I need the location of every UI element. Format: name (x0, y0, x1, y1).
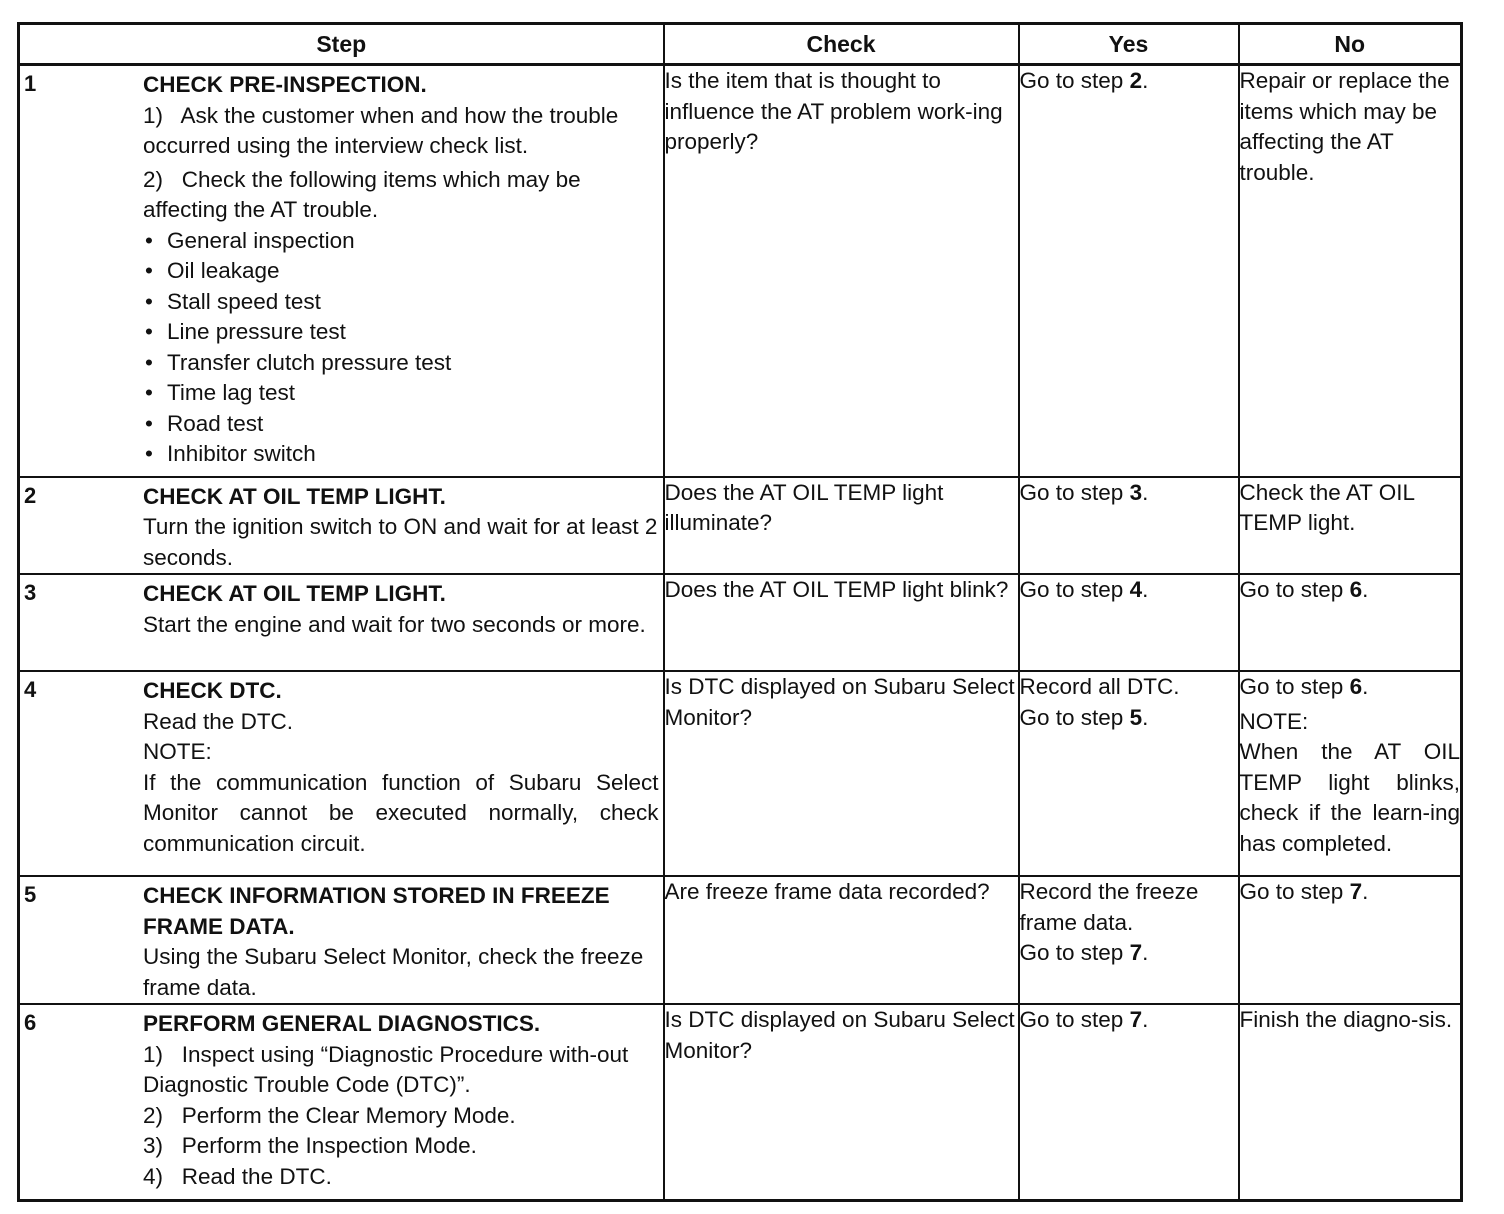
check-cell: Is DTC displayed on Subaru Select Monitor? (664, 671, 1019, 876)
step-cell (19, 574, 664, 671)
no-step-number: 7 (1349, 879, 1363, 904)
bullet-item: • Line pressure test (143, 317, 659, 348)
step-substep: 2) Check the following items which may be affecting the AT trouble. (143, 166, 587, 222)
no-text: Go to step (1239, 674, 1350, 699)
no-cell: Repair or replace the items which may be affecting the AT trouble. (1239, 65, 1462, 477)
no-punct: . (1362, 879, 1369, 904)
yes-text: Go to step (1019, 940, 1130, 965)
yes-punct: . (1142, 704, 1149, 730)
bullet-item: • Road test (143, 409, 659, 440)
step-substep: 2) Perform the Clear Memory Mode. (143, 1102, 516, 1128)
no-text: Go to step (1239, 879, 1350, 904)
yes-step-number: 4 (1129, 577, 1143, 602)
step-description: Start the engine and wait for two seconds or more. (143, 611, 646, 637)
header-yes: Yes (1019, 24, 1239, 65)
yes-cell (1019, 671, 1239, 876)
no-cell: Check the AT OIL TEMP light. (1239, 477, 1462, 575)
yes-text: Go to step (1019, 1007, 1130, 1032)
bullet-item: • Inhibitor switch (143, 439, 659, 470)
step-title: PERFORM GENERAL DIAGNOSTICS. (143, 1011, 541, 1036)
no-cell (1239, 876, 1462, 1004)
note-label: NOTE: (143, 739, 212, 764)
no-cell (1239, 574, 1462, 671)
yes-cell (1019, 477, 1239, 575)
check-cell: Does the AT OIL TEMP light blink? (664, 574, 1019, 671)
check-cell: Does the AT OIL TEMP light illuminate? (664, 477, 1019, 575)
bullet-item: • Stall speed test (143, 287, 659, 318)
yes-step-number: 7 (1129, 940, 1143, 965)
yes-cell (1019, 574, 1239, 671)
yes-text: Go to step (1019, 68, 1130, 93)
note-text: When the AT OIL TEMP light blinks, check if the learn-ing has completed. (1239, 739, 1460, 856)
header-step: Step (19, 24, 664, 65)
step-cell (19, 65, 664, 477)
step-description: Turn the ignition switch to ON and wait for at least 2 seconds. (143, 514, 658, 570)
step-cell (19, 1004, 664, 1200)
yes-line: Record the freeze frame data. (1019, 879, 1199, 935)
step-number: 3 (24, 580, 37, 605)
bullet-item: • Oil leakage (143, 256, 659, 287)
no-goto (1240, 672, 1461, 703)
yes-step-number: 2 (1129, 68, 1143, 93)
note-text: If the communication function of Subaru Select Monitor cannot be executed normally, check communication circuit. (143, 769, 659, 856)
yes-text: Go to step (1019, 479, 1130, 505)
step-body (143, 478, 663, 574)
yes-step-number: 5 (1129, 704, 1143, 730)
step-title: CHECK PRE-INSPECTION. (143, 72, 427, 97)
step-body (143, 66, 663, 470)
note-label: NOTE: (1239, 708, 1309, 734)
step-body (143, 575, 663, 640)
table-row (19, 876, 1462, 1004)
no-punct: . (1362, 577, 1369, 602)
yes-step-number: 7 (1129, 1007, 1143, 1032)
no-step-number: 6 (1349, 577, 1363, 602)
no-punct: . (1362, 674, 1369, 699)
bullet-item: • Time lag test (143, 378, 659, 409)
step-description: Read the DTC. (143, 708, 294, 734)
bullet-item: • Transfer clutch pressure test (143, 348, 659, 379)
header-row (19, 24, 1462, 65)
table-row (19, 477, 1462, 575)
step-number: 6 (24, 1010, 37, 1035)
yes-punct: . (1142, 479, 1149, 505)
yes-text: Go to step (1019, 577, 1130, 602)
step-substep: 1) Inspect using “Diagnostic Procedure with-out Diagnostic Trouble Code (DTC)”. (143, 1041, 635, 1097)
step-description: Using the Subaru Select Monitor, check the freeze frame data. (143, 944, 644, 1000)
step-substep: 4) Read the DTC. (143, 1163, 332, 1189)
step-body (143, 877, 663, 1003)
yes-punct: . (1142, 1007, 1149, 1032)
header-check: Check (664, 24, 1019, 65)
no-cell (1239, 671, 1462, 876)
yes-goto (1020, 938, 1238, 969)
table-row (19, 574, 1462, 671)
step-body (143, 1005, 663, 1192)
no-cell: Finish the diagno-sis. (1239, 1004, 1462, 1200)
yes-cell (1019, 876, 1239, 1004)
step-number: 5 (24, 882, 37, 907)
no-text: Go to step (1239, 577, 1350, 602)
table-row (19, 65, 1462, 477)
step-title: CHECK AT OIL TEMP LIGHT. (143, 483, 446, 509)
diagnostic-table (17, 22, 1463, 1202)
yes-text: Go to step (1019, 704, 1130, 730)
yes-punct: . (1142, 577, 1149, 602)
table-row (19, 1004, 1462, 1200)
step-cell (19, 671, 664, 876)
yes-punct: . (1142, 68, 1149, 93)
header-no: No (1239, 24, 1462, 65)
step-substep: 3) Perform the Inspection Mode. (143, 1133, 477, 1158)
no-step-number: 6 (1349, 674, 1363, 699)
bullet-item: • General inspection (143, 226, 659, 257)
yes-line: Record all DTC. (1019, 674, 1180, 699)
step-cell (19, 876, 664, 1004)
yes-cell (1019, 65, 1239, 477)
step-title: CHECK INFORMATION STORED IN FREEZE FRAME DATA. (143, 883, 610, 939)
yes-goto (1020, 703, 1238, 734)
step-number: 4 (24, 677, 37, 702)
step-title: CHECK AT OIL TEMP LIGHT. (143, 581, 446, 606)
check-cell: Are freeze frame data recorded? (664, 876, 1019, 1004)
step-cell (19, 477, 664, 575)
step-body (143, 672, 663, 859)
step-number: 2 (24, 482, 37, 508)
step-title: CHECK DTC. (143, 678, 282, 703)
check-cell: Is the item that is thought to influence the AT problem work-ing properly? (664, 65, 1019, 477)
yes-step-number: 3 (1129, 479, 1143, 505)
table-row (19, 671, 1462, 876)
check-cell: Is DTC displayed on Subaru Select Monitor? (664, 1004, 1019, 1200)
yes-punct: . (1142, 940, 1149, 965)
step-substep: 1) Ask the customer when and how the trouble occurred using the interview check list. (143, 102, 625, 158)
yes-cell (1019, 1004, 1239, 1200)
step-number: 1 (24, 71, 37, 96)
